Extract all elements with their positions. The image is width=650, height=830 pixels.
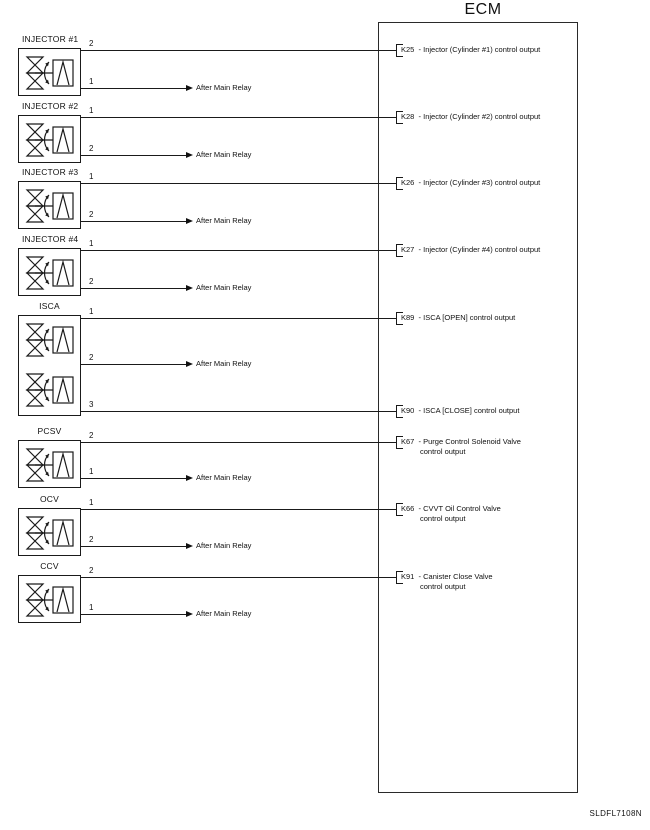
- wire-to-ecm: [72, 50, 396, 51]
- pin-number: 1: [89, 172, 94, 181]
- pin-number: 2: [89, 210, 94, 219]
- ecm-pin-lead: [378, 442, 396, 443]
- arrow-head-icon: [186, 285, 193, 291]
- main-relay-label: After Main Relay: [196, 283, 252, 292]
- wire-to-ecm: [72, 250, 396, 251]
- ecm-pin-lead: [378, 250, 396, 251]
- wire-to-ecm: [72, 442, 396, 443]
- main-relay-label: After Main Relay: [196, 216, 252, 225]
- pin-number: 2: [89, 535, 94, 544]
- main-relay-label: After Main Relay: [196, 150, 252, 159]
- component-body: [18, 48, 81, 96]
- ecm-pin-lead: [378, 318, 396, 319]
- ecm-pin-description-line2: control output: [420, 581, 466, 591]
- ecm-pin-label: [401, 437, 521, 456]
- ecm-pin-code: K66: [401, 504, 415, 513]
- component-label: CCV: [40, 561, 59, 571]
- pin-number: 3: [89, 400, 94, 409]
- component-body: [18, 181, 81, 229]
- pin-number: 1: [89, 307, 94, 316]
- ecm-pin-description: - Injector (Cylinder #2) control output: [416, 112, 541, 121]
- drawing-code: SLDFL7108N: [589, 809, 642, 818]
- arrow-head-icon: [186, 611, 193, 617]
- arrow-head-icon: [186, 475, 193, 481]
- ecm-pin-description: - ISCA [OPEN] control output: [416, 313, 516, 322]
- ecm-pin-lead: [378, 577, 396, 578]
- component-body: [18, 575, 81, 623]
- pin-number: 2: [89, 431, 94, 440]
- pin-number: 2: [89, 353, 94, 362]
- ecm-pin-lead: [378, 117, 396, 118]
- ecm-pin-label: [401, 178, 540, 188]
- solenoid-symbol: [23, 320, 79, 360]
- main-relay-label: After Main Relay: [196, 359, 252, 368]
- ecm-pin-lead: [378, 509, 396, 510]
- wire-to-ecm: [72, 183, 396, 184]
- component-body: [18, 115, 81, 163]
- ecm-pin-description-line2: control output: [420, 446, 466, 456]
- component-isca: [18, 301, 81, 416]
- main-relay-label: After Main Relay: [196, 83, 252, 92]
- pin-number: 2: [89, 566, 94, 575]
- component-label: ISCA: [39, 301, 60, 311]
- component-ocv: [18, 494, 81, 556]
- ecm-pin-lead: [378, 411, 396, 412]
- ecm-pin-lead: [378, 183, 396, 184]
- ecm-pin-code: K26: [401, 178, 415, 187]
- component-label: INJECTOR #3: [22, 167, 79, 177]
- component-pcsv: [18, 426, 81, 488]
- component-label: INJECTOR #2: [22, 101, 79, 111]
- solenoid-symbol: [23, 253, 79, 293]
- ecm-pin-code: K67: [401, 437, 415, 446]
- solenoid-symbol: [23, 120, 79, 160]
- pin-number: 1: [89, 77, 94, 86]
- main-relay-label: After Main Relay: [196, 609, 252, 618]
- pin-number: 1: [89, 603, 94, 612]
- component-injector-2: [18, 101, 81, 163]
- component-label: INJECTOR #4: [22, 234, 79, 244]
- wire-to-ecm: [72, 577, 396, 578]
- ecm-pin-description: - Canister Close Valve: [416, 572, 493, 581]
- ecm-pin-label: [401, 504, 501, 523]
- ecm-pin-code: K25: [401, 45, 415, 54]
- ecm-pin-description: - Injector (Cylinder #4) control output: [416, 245, 541, 254]
- arrow-head-icon: [186, 218, 193, 224]
- ecm-pin-label: [401, 406, 519, 416]
- arrow-head-icon: [186, 361, 193, 367]
- solenoid-symbol: [23, 445, 79, 485]
- wire-to-ecm: [72, 117, 396, 118]
- arrow-head-icon: [186, 85, 193, 91]
- pin-number: 1: [89, 467, 94, 476]
- component-injector-3: [18, 167, 81, 229]
- solenoid-symbol: [23, 370, 79, 410]
- ecm-pin-lead: [378, 50, 396, 51]
- pin-number: 1: [89, 239, 94, 248]
- main-relay-label: After Main Relay: [196, 473, 252, 482]
- component-label: INJECTOR #1: [22, 34, 79, 44]
- ecm-pin-description: - CVVT Oil Control Valve: [416, 504, 501, 513]
- pin-number: 1: [89, 106, 94, 115]
- component-body: [18, 508, 81, 556]
- ecm-title: ECM: [464, 1, 502, 18]
- component-body: [18, 248, 81, 296]
- ecm-pin-code: K91: [401, 572, 415, 581]
- wire-to-ecm: [72, 318, 396, 319]
- solenoid-symbol: [23, 53, 79, 93]
- arrow-head-icon: [186, 543, 193, 549]
- pin-number: 1: [89, 498, 94, 507]
- ecm-pin-label: [401, 245, 540, 255]
- ecm-pin-description: - Injector (Cylinder #1) control output: [416, 45, 541, 54]
- component-injector-4: [18, 234, 81, 296]
- pin-number: 2: [89, 277, 94, 286]
- component-injector-1: [18, 34, 81, 96]
- ecm-pin-label: [401, 572, 493, 591]
- ecm-pin-label: [401, 112, 540, 122]
- component-body: [18, 440, 81, 488]
- solenoid-symbol: [23, 513, 79, 553]
- component-label: PCSV: [37, 426, 62, 436]
- pin-number: 2: [89, 39, 94, 48]
- ecm-pin-code: K28: [401, 112, 415, 121]
- ecm-pin-description: - Injector (Cylinder #3) control output: [416, 178, 541, 187]
- ecm-pin-label: [401, 45, 540, 55]
- wire-to-ecm: [56, 411, 396, 412]
- ecm-pin-label: [401, 313, 515, 323]
- solenoid-symbol: [23, 186, 79, 226]
- ecm-pin-code: K89: [401, 313, 415, 322]
- ecm-pin-code: K90: [401, 406, 415, 415]
- ecm-pin-description: - ISCA [CLOSE] control output: [416, 406, 520, 415]
- ecm-pin-description: - Purge Control Solenoid Valve: [416, 437, 521, 446]
- component-body: [18, 315, 81, 416]
- ecm-pin-code: K27: [401, 245, 415, 254]
- component-ccv: [18, 561, 81, 623]
- wire-to-ecm: [72, 509, 396, 510]
- arrow-head-icon: [186, 152, 193, 158]
- main-relay-label: After Main Relay: [196, 541, 252, 550]
- solenoid-symbol: [23, 580, 79, 620]
- component-label: OCV: [39, 494, 60, 504]
- pin-number: 2: [89, 144, 94, 153]
- ecm-pin-description-line2: control output: [420, 513, 466, 523]
